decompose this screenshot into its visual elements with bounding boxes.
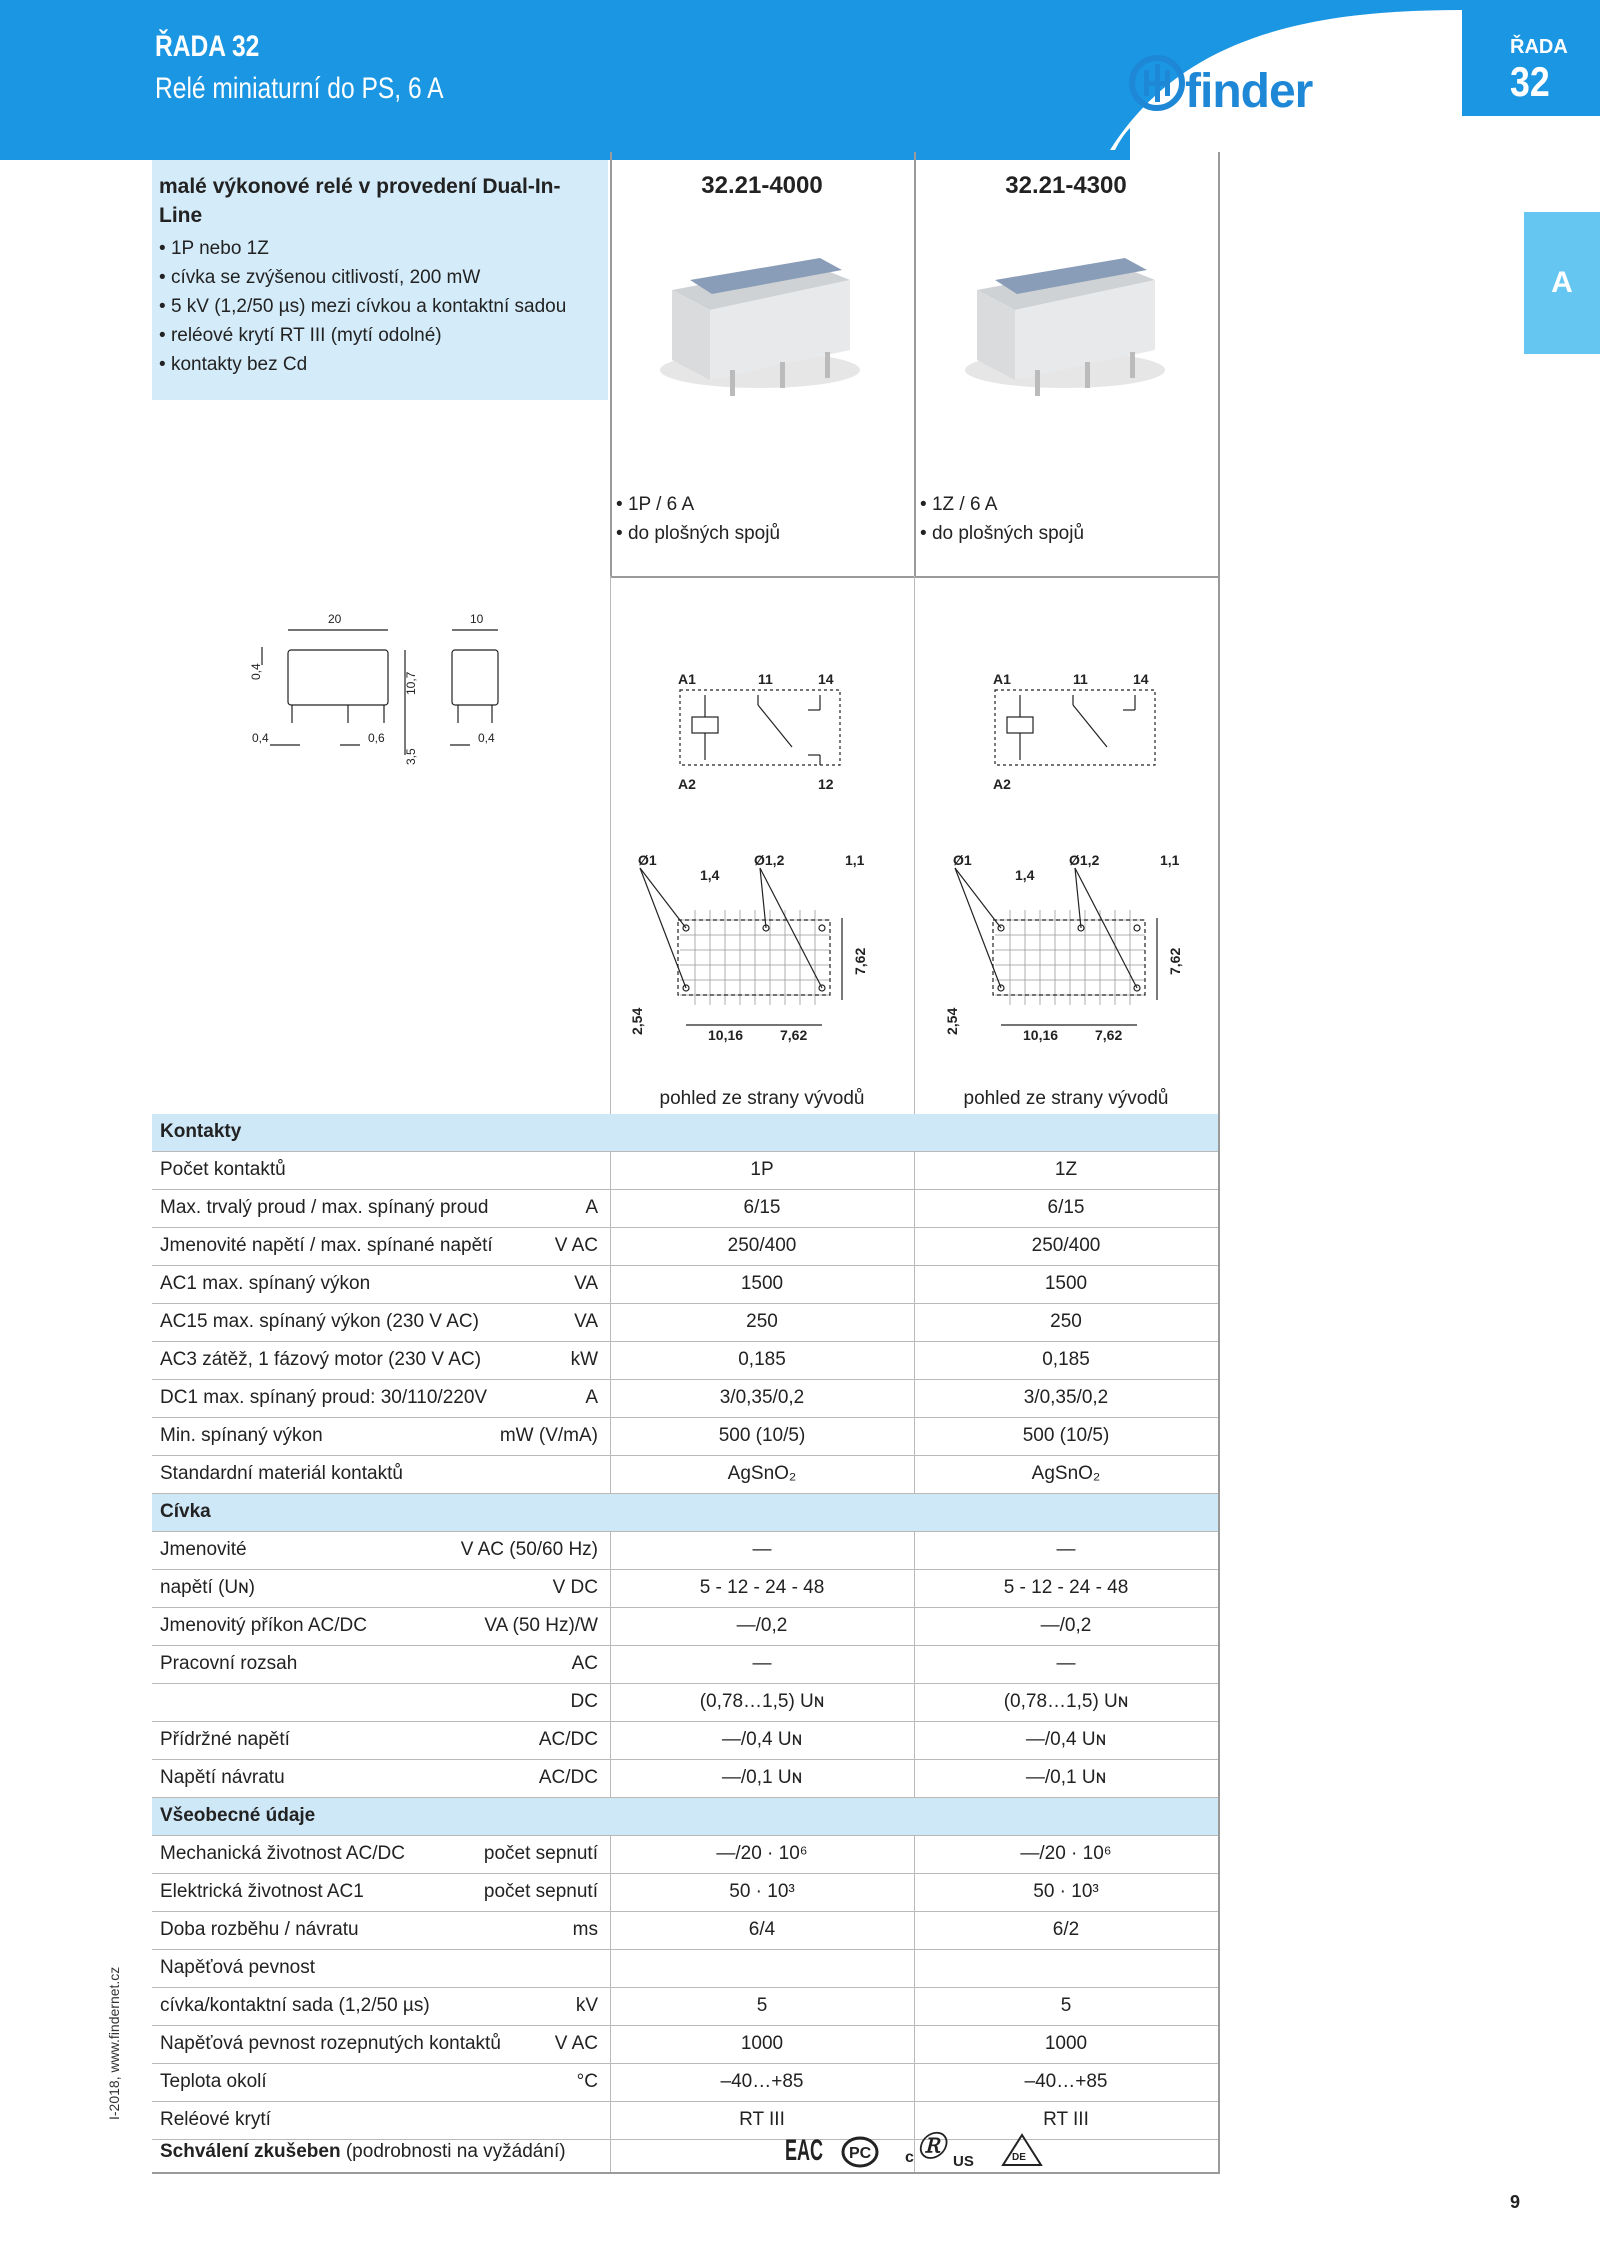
value-32-21-4300: 1500 [1044, 1273, 1088, 1294]
section-side-tab: A [1524, 212, 1600, 354]
features-box [152, 160, 608, 400]
terminal-label: 12 [818, 776, 834, 792]
terminal-label: A2 [678, 776, 696, 792]
value-32-21-4000: 250/400 [727, 1235, 797, 1256]
table-row [152, 2064, 1218, 2101]
pcb-layout-2 [935, 850, 1205, 1050]
table-section-header [152, 1494, 1218, 1531]
features-title: malé výkonové relé v provedení Dual-In-Line [159, 175, 561, 227]
pcb-label: Ø1,2 [1069, 852, 1100, 868]
value-32-21-4000: 6/4 [748, 1919, 776, 1940]
dim-label: 10,7 [404, 671, 418, 695]
value-32-21-4300: 6/2 [1052, 1919, 1080, 1940]
table-row [152, 1912, 1218, 1949]
row-label: cívka/kontaktní sada (1,2/50 µs) [160, 1995, 430, 2016]
row-label: Doba rozběhu / návratu [160, 1919, 359, 1940]
relay-photo-2 [955, 250, 1175, 400]
column-divider [610, 152, 612, 577]
vde-mark-icon [1000, 2132, 1044, 2168]
value-32-21-4000: –40…+85 [720, 2071, 804, 2092]
row-label: Jmenovité [160, 1539, 247, 1560]
row-unit: V DC [552, 1577, 598, 1598]
value-32-21-4000: —/0,4 Uɴ [721, 1729, 803, 1750]
pcb-layout-1 [620, 850, 890, 1050]
table-row [152, 1266, 1218, 1303]
pcb-label: 7,62 [1095, 1027, 1123, 1043]
dim-label: 0,4 [252, 731, 269, 745]
table-row [152, 1722, 1218, 1759]
finder-logo-icon [1128, 54, 1186, 112]
value-32-21-4000: (0,78…1,5) Uɴ [699, 1691, 825, 1712]
row-unit: AC [571, 1653, 598, 1674]
table-row [152, 1456, 1218, 1493]
terminal-label: 14 [818, 671, 834, 687]
column-divider [1218, 152, 1220, 2172]
terminal-label: 11 [758, 671, 773, 687]
pcb-label: 7,62 [852, 947, 868, 975]
row-unit: kV [575, 1995, 598, 2016]
table-row [152, 1608, 1218, 1645]
features-list [152, 234, 608, 379]
approvals-label-rest: (podrobnosti na vyžádání) [340, 2141, 566, 2162]
page-header [0, 0, 1600, 160]
svg-text:Ⓡ: Ⓡ [917, 2132, 946, 2163]
value-32-21-4000: 250 [746, 1311, 778, 1332]
dim-label: 0,6 [368, 731, 385, 745]
value-32-21-4000: 500 (10/5) [718, 1425, 806, 1446]
table-row [152, 1380, 1218, 1417]
row-label: napětí (Uɴ) [160, 1577, 255, 1598]
pcb-label: 1,1 [1160, 852, 1180, 868]
value-32-21-4300: —/0,4 Uɴ [1025, 1729, 1107, 1750]
svg-text:PC: PC [849, 2145, 872, 2162]
table-row [152, 1152, 1218, 1189]
value-32-21-4300: 0,185 [1042, 1349, 1090, 1370]
value-32-21-4000: 1500 [740, 1273, 784, 1294]
pcb-label: 10,16 [1023, 1027, 1059, 1043]
row-label: Mechanická životnost AC/DC [160, 1843, 405, 1864]
pcb-label: 10,16 [708, 1027, 744, 1043]
row-label: Teplota okolí [160, 2071, 267, 2092]
row-unit: A [585, 1387, 598, 1408]
terminal-label: 11 [1073, 671, 1088, 687]
value-32-21-4000: —/0,2 [736, 1615, 788, 1636]
row-unit: VA [574, 1311, 598, 1332]
row-label: Napětí návratu [160, 1767, 285, 1788]
table-row [152, 1950, 1218, 1987]
product-bullet: • do plošných spojů [920, 519, 1084, 548]
series-subtitle: Relé miniaturní do PS, 6 A [155, 72, 444, 105]
row-label: AC15 max. spínaný výkon (230 V AC) [160, 1311, 479, 1332]
row-label: AC3 zátěž, 1 fázový motor (230 V AC) [160, 1349, 482, 1370]
approvals-label-bold: Schválení zkušeben [160, 2141, 341, 2162]
value-32-21-4300: 1Z [1054, 1159, 1078, 1180]
wiring-schema-1 [670, 665, 850, 795]
value-32-21-4300: 250 [1050, 1311, 1082, 1332]
value-32-21-4300: — [1056, 1653, 1076, 1674]
value-32-21-4300: 3/0,35/0,2 [1023, 1387, 1109, 1408]
feature-item: • kontakty bez Cd [159, 350, 608, 379]
value-32-21-4000: 0,185 [738, 1349, 786, 1370]
row-label: Reléové krytí [160, 2109, 271, 2130]
feature-item: • reléové krytí RT III (mytí odolné) [159, 321, 608, 350]
row-unit: A [585, 1197, 598, 1218]
table-row [152, 1304, 1218, 1341]
value-32-21-4300: 5 - 12 - 24 - 48 [1003, 1577, 1129, 1598]
product-code: 32.21-4300 [1005, 172, 1127, 199]
approvals-row [152, 2134, 1218, 2171]
row-label: Standardní materiál kontaktů [160, 1463, 403, 1484]
pcb-caption: pohled ze strany vývodů [659, 1088, 865, 1109]
row-unit: V AC [554, 2033, 598, 2054]
series-tab-number: 32 [1510, 58, 1550, 105]
table-row [152, 1342, 1218, 1379]
table-row [152, 2026, 1218, 2063]
value-32-21-4000: — [752, 1653, 772, 1674]
terminal-label: A1 [678, 671, 696, 687]
wiring-schema-2 [985, 665, 1165, 795]
pcb-label: 1,4 [700, 867, 720, 883]
relay-photo-1 [650, 250, 870, 400]
table-row [152, 1570, 1218, 1607]
row-unit: V AC (50/60 Hz) [460, 1539, 598, 1560]
row-label: Přídržné napětí [160, 1729, 290, 1750]
value-32-21-4300: AgSnO₂ [1031, 1463, 1101, 1484]
value-32-21-4300: 250/400 [1031, 1235, 1101, 1256]
eac-mark-icon: EAC [785, 2134, 824, 2167]
value-32-21-4000: 5 [756, 1995, 768, 2016]
value-32-21-4300: –40…+85 [1024, 2071, 1108, 2092]
row-unit: °C [576, 2071, 598, 2092]
value-32-21-4000: —/20 · 10⁶ [716, 1843, 808, 1864]
value-32-21-4000: — [752, 1539, 772, 1560]
finder-logo-text: finder [1185, 65, 1313, 118]
pcb-label: Ø1,2 [754, 852, 785, 868]
product-bullet: • do plošných spojů [616, 519, 780, 548]
value-32-21-4000: 50 · 10³ [729, 1881, 795, 1902]
row-label: Jmenovitý příkon AC/DC [160, 1615, 367, 1636]
row-unit: V AC [554, 1235, 598, 1256]
product-bullet: • 1P / 6 A [616, 490, 780, 519]
curus-mark-icon [905, 2128, 975, 2170]
row-divider [610, 576, 1220, 578]
row-unit: DC [570, 1691, 598, 1712]
value-32-21-4000: AgSnO₂ [727, 1463, 797, 1484]
approvals-label [160, 2141, 566, 2163]
svg-text:DE: DE [1012, 2152, 1026, 2163]
table-row [152, 1228, 1218, 1265]
row-unit: ms [572, 1919, 598, 1940]
value-32-21-4300: 50 · 10³ [1033, 1881, 1099, 1902]
row-label: Počet kontaktů [160, 1159, 286, 1180]
table-row [152, 1988, 1218, 2025]
row-unit: mW (V/mA) [499, 1425, 598, 1446]
value-32-21-4300: —/0,1 Uɴ [1025, 1767, 1107, 1788]
pcb-label: 2,54 [629, 1007, 645, 1035]
table-row [152, 1418, 1218, 1455]
row-unit: kW [570, 1349, 598, 1370]
series-title: ŘADA 32 [155, 30, 260, 63]
feature-item: • 1P nebo 1Z [159, 234, 608, 263]
dim-label: 10 [470, 612, 484, 626]
svg-text:c: c [905, 2149, 914, 2166]
value-32-21-4000: RT III [739, 2109, 785, 2130]
svg-text:US: US [953, 2153, 974, 2170]
side-note: I-2018, www.findernet.cz [106, 1966, 122, 2120]
column-divider [914, 152, 916, 577]
product-bullets [616, 490, 780, 548]
row-unit: AC/DC [538, 1729, 598, 1750]
row-label: Elektrická životnost AC1 [160, 1881, 364, 1902]
value-32-21-4300: — [1056, 1539, 1076, 1560]
table-row [152, 1760, 1218, 1797]
value-32-21-4300: 500 (10/5) [1022, 1425, 1110, 1446]
pcb-caption: pohled ze strany vývodů [963, 1088, 1169, 1109]
row-unit: počet sepnutí [483, 1843, 598, 1864]
value-32-21-4000: 1P [750, 1159, 774, 1180]
value-32-21-4000: —/0,1 Uɴ [721, 1767, 803, 1788]
feature-item: • 5 kV (1,2/50 µs) mezi cívkou a kontaktní sadou [159, 292, 608, 321]
series-tab-label: ŘADA [1510, 36, 1568, 58]
product-code: 32.21-4000 [701, 172, 823, 199]
pcb-label: 7,62 [1167, 947, 1183, 975]
row-label: AC1 max. spínaný výkon [160, 1273, 371, 1294]
value-32-21-4300: —/20 · 10⁶ [1020, 1843, 1112, 1864]
row-label: Napěťová pevnost [160, 1957, 316, 1978]
table-row [152, 1646, 1218, 1683]
value-32-21-4000: 6/15 [743, 1197, 781, 1218]
page-number: 9 [1510, 2192, 1521, 2212]
row-label: Pracovní rozsah [160, 1653, 298, 1674]
value-32-21-4300: 6/15 [1047, 1197, 1085, 1218]
table-row [152, 1836, 1218, 1873]
terminal-label: A2 [993, 776, 1011, 792]
row-unit: AC/DC [538, 1767, 598, 1788]
pcb-label: 7,62 [780, 1027, 808, 1043]
value-32-21-4000: 3/0,35/0,2 [719, 1387, 805, 1408]
row-label: DC1 max. spínaný proud: 30/110/220V [160, 1387, 488, 1408]
pcb-label: 2,54 [944, 1007, 960, 1035]
product-bullet: • 1Z / 6 A [920, 490, 1084, 519]
pcb-label: 1,1 [845, 852, 865, 868]
value-32-21-4300: (0,78…1,5) Uɴ [1003, 1691, 1129, 1712]
row-unit: VA [574, 1273, 598, 1294]
table-row [152, 1532, 1218, 1569]
value-32-21-4300: RT III [1043, 2109, 1089, 2130]
dim-label: 0,4 [478, 731, 495, 745]
table-row [152, 1190, 1218, 1227]
feature-item: • cívka se zvýšenou citlivostí, 200 mW [159, 263, 608, 292]
table-section-header [152, 1114, 1218, 1151]
table-section-header [152, 1798, 1218, 1835]
row-unit: počet sepnutí [483, 1881, 598, 1902]
pct-mark-icon [840, 2134, 880, 2170]
pcb-label: Ø1 [638, 852, 657, 868]
terminal-label: A1 [993, 671, 1011, 687]
value-32-21-4000: 1000 [740, 2033, 784, 2054]
dimension-drawing [230, 605, 530, 775]
row-label: Napěťová pevnost rozepnutých kontaktů [160, 2033, 501, 2054]
table-row [152, 1684, 1218, 1721]
value-32-21-4000: 5 - 12 - 24 - 48 [699, 1577, 825, 1598]
product-bullets [920, 490, 1084, 548]
table-bottom-border [152, 2172, 1220, 2174]
value-32-21-4300: —/0,2 [1040, 1615, 1092, 1636]
section-title: Cívka [160, 1501, 211, 1522]
row-unit: VA (50 Hz)/W [484, 1615, 598, 1636]
dim-label: 0,4 [249, 663, 263, 680]
dim-label: 3,5 [404, 748, 418, 765]
terminal-label: 14 [1133, 671, 1149, 687]
pcb-label: 1,4 [1015, 867, 1035, 883]
row-label: Min. spínaný výkon [160, 1425, 323, 1446]
dim-label: 20 [328, 612, 342, 626]
row-label: Jmenovité napětí / max. spínané napětí [160, 1235, 493, 1256]
value-32-21-4300: 1000 [1044, 2033, 1088, 2054]
section-title: Kontakty [160, 1121, 242, 1142]
table-row [152, 1874, 1218, 1911]
section-title: Všeobecné údaje [160, 1805, 316, 1826]
row-label: Max. trvalý proud / max. spínaný proud [160, 1197, 489, 1218]
value-32-21-4300: 5 [1060, 1995, 1072, 2016]
pcb-label: Ø1 [953, 852, 972, 868]
